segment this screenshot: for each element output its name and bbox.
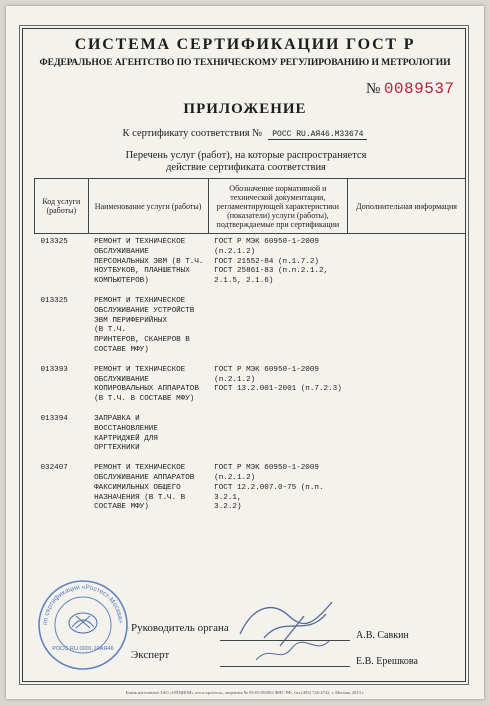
table-row: [35, 362, 466, 411]
row-name: ЗАПРАВКА И ВОССТАНОВЛЕНИЕ КАРТРИДЖЕЙ ДЛЯ ОРГТЕХНИКИ: [94, 414, 158, 453]
row-info: [348, 411, 466, 460]
footer-note: Бланк изготовлен ЗАО «ОПЦИОН» www.opcion.ru, лицензия № 05-05-09/003 ФНС РФ, тел.(495) 726-4742, г. Москва, 2013 г.: [125, 690, 365, 695]
row-info: [348, 460, 466, 519]
services-table: [34, 178, 466, 519]
certificate-number: РОСС RU.АЯ46.М33674: [268, 130, 367, 140]
row-info: [348, 234, 466, 293]
certificate-label: К сертификату соответствия №: [122, 128, 263, 139]
row-info: [348, 293, 466, 362]
row-code: 013325: [40, 238, 68, 246]
head-name: А.В. Савкин: [356, 630, 409, 641]
stamp-emblem: [69, 613, 97, 633]
head-label: Руководитель органа: [131, 622, 229, 634]
row-name: РЕМОНТ И ТЕХНИЧЕСКОЕ ОБСЛУЖИВАНИЕ ПЕРСОНАЛЬНЫХ ЭВМ (В Т.Ч. НОУТБУКОВ, ПЛАНШЕТНЫХ КОМПЬЮТЕРОВ): [94, 238, 204, 286]
number-prefix: №: [366, 81, 381, 97]
row-docs: ГОСТ Р МЭК 60950-1-2009 (п.2.1.2) ГОСТ 12.2.007.0-75 (п.п. 3.2.1, 3.2.2): [214, 464, 324, 512]
header-info: Дополнительная информация: [348, 179, 466, 234]
table-header-row: [35, 179, 466, 234]
certificate-sheet: [6, 6, 484, 699]
header-docs: Обозначение нормативной и технической документации, регламентирующей характеристики (показатели) услуги (работы), подтверждаемые при сертификации: [208, 179, 347, 234]
row-docs: ГОСТ Р МЭК 60950-1-2009 (п.2.1.2) ГОСТ 13.2.001-2001 (п.7.2.3): [214, 365, 342, 394]
svg-text:по сертификации «Ростест-Москв: [42, 584, 124, 625]
subtitle-line-1: Перечень услуг (работ), на которые распространяется: [125, 150, 367, 161]
header-name: Наименование услуги (работы): [88, 179, 208, 234]
blank-number: [366, 80, 455, 98]
list-subtitle: [86, 150, 406, 174]
row-name: РЕМОНТ И ТЕХНИЧЕСКОЕ ОБСЛУЖИВАНИЕ УСТРОЙСТВ ЭВМ ПЕРИФЕРИЙНЫХ (В Т.Ч. ПРИНТЕРОВ, СКАНЕРОВ В СОСТАВЕ МФУ): [94, 296, 195, 354]
row-code: 013393: [40, 365, 68, 374]
expert-label: Эксперт: [131, 649, 170, 661]
row-name: РЕМОНТ И ТЕХНИЧЕСКОЕ ОБСЛУЖИВАНИЕ АППАРАТОВ ФАКСИМИЛЬНЫХ ОБЩЕГО НАЗНАЧЕНИЯ (В Т.Ч. В СОСТАВЕ МФУ): [94, 464, 195, 512]
table-row: [35, 293, 466, 362]
expert-name: Е.В. Ерешкова: [356, 656, 418, 667]
row-code: 013394: [40, 414, 68, 423]
stamp-code: РОСС RU.0001.10АЯ46: [52, 646, 114, 652]
handwritten-signatures: [234, 594, 346, 666]
subtitle-line-2: действие сертификата соответствия: [166, 162, 326, 173]
agency-title: ФЕДЕРАЛЬНОЕ АГЕНТСТВО ПО ТЕХНИЧЕСКОМУ РЕГУЛИРОВАНИЮ И МЕТРОЛОГИИ: [39, 57, 451, 68]
table-row: [35, 411, 466, 460]
number-value: 0089537: [383, 80, 455, 98]
row-docs: [208, 293, 347, 362]
header-code: Код услуги (работы): [35, 179, 89, 234]
row-code: 032407: [40, 464, 68, 473]
row-docs: [208, 411, 347, 460]
row-code: 013325: [40, 296, 68, 305]
expert-signature-line: [220, 666, 350, 667]
table-row: [35, 460, 466, 519]
certificate-reference: [6, 128, 484, 139]
row-docs: ГОСТ Р МЭК 60950-1-2009 (п.2.1.2) ГОСТ 21552-84 (п.1.7.2) ГОСТ 25861-83 (п.п.2.1.2, 2.1.5, 2.1.6): [214, 238, 329, 286]
stamp-arc-text: по сертификации «Ростест-Москва»: [41, 583, 124, 626]
table-row: [35, 234, 466, 293]
row-info: [348, 362, 466, 411]
row-name: РЕМОНТ И ТЕХНИЧЕСКОЕ ОБСЛУЖИВАНИЕ КОПИРОВАЛЬНЫХ АППАРАТОВ (В Т.Ч. В СОСТАВЕ МФУ): [94, 365, 199, 404]
page-title: ПРИЛОЖЕНИЕ: [183, 101, 307, 117]
certification-stamp: [36, 578, 130, 672]
system-title: СИСТЕМА СЕРТИФИКАЦИИ ГОСТ Р: [74, 36, 416, 53]
